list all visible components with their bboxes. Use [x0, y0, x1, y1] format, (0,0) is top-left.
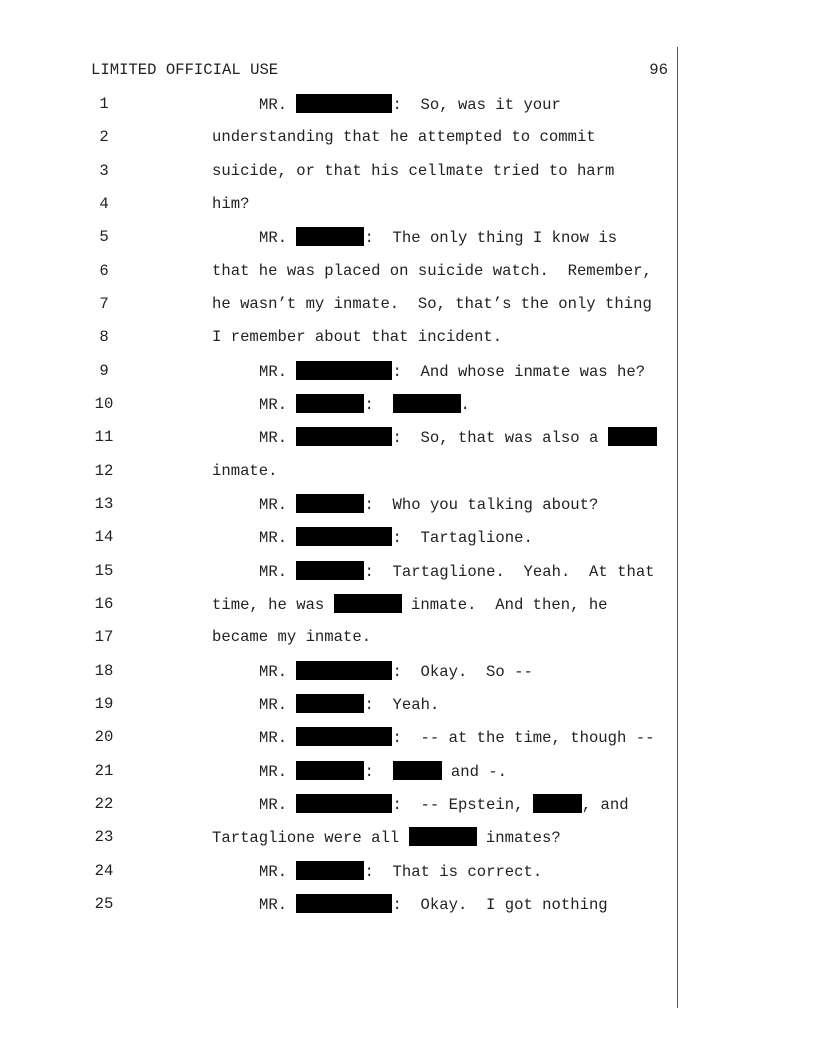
line-text: MR. : -- at the time, though --: [259, 729, 655, 747]
transcript-line: [0, 161, 816, 181]
redaction-box: [296, 527, 392, 546]
line-number: 9: [99, 362, 109, 380]
line-number: 10: [94, 395, 114, 413]
line-number: 25: [94, 895, 114, 913]
line-text: MR. : Who you talking about?: [259, 496, 599, 514]
line-number: 17: [94, 628, 114, 646]
transcript-line: [0, 894, 816, 914]
line-text: MR. : .: [259, 396, 470, 414]
redaction-box: [296, 427, 392, 446]
transcript-line: [0, 627, 816, 647]
line-text: MR. : Okay. So --: [259, 663, 533, 681]
redaction-box: [393, 394, 461, 413]
transcript-line: [0, 527, 816, 547]
line-text: understanding that he attempted to commit: [212, 128, 596, 146]
line-text: MR. : Tartaglione. Yeah. At that: [259, 563, 655, 581]
transcript-line: [0, 861, 816, 881]
redaction-box: [296, 227, 364, 246]
line-text: time, he was inmate. And then, he: [212, 596, 608, 614]
line-number: 5: [99, 228, 109, 246]
redaction-box: [296, 361, 392, 380]
redaction-box: [608, 427, 657, 446]
line-text: MR. : So, that was also a: [259, 427, 657, 448]
classification-header: LIMITED OFFICIAL USE: [91, 61, 279, 79]
page-number: 96: [649, 61, 668, 79]
transcript-line: [0, 827, 816, 847]
transcript-line: [0, 727, 816, 747]
line-text: MR. : Tartaglione.: [259, 529, 533, 547]
line-text: he wasn’t my inmate. So, that’s the only thing: [212, 295, 652, 313]
line-text: MR. : Yeah.: [259, 696, 440, 714]
line-number: 24: [94, 862, 114, 880]
line-text: MR. : The only thing I know is: [259, 229, 618, 247]
redaction-box: [296, 561, 364, 580]
line-number: 7: [99, 295, 109, 313]
redaction-box: [296, 494, 364, 513]
transcript-line: [0, 594, 816, 614]
line-text: Tartaglione were all inmates?: [212, 829, 561, 847]
transcript-line: [0, 494, 816, 514]
line-text: that he was placed on suicide watch. Remember,: [212, 262, 652, 280]
transcript-line: [0, 261, 816, 281]
line-number: 4: [99, 195, 109, 213]
transcript-line: [0, 394, 816, 414]
line-number: 6: [99, 262, 109, 280]
line-text: MR. : and -.: [259, 763, 508, 781]
transcript-line: [0, 561, 816, 581]
redaction-box: [296, 861, 364, 880]
transcript-line: [0, 461, 816, 481]
line-number: 23: [94, 828, 114, 846]
line-text: inmate.: [212, 462, 278, 480]
line-text: became my inmate.: [212, 628, 372, 646]
transcript-line: [0, 361, 816, 381]
line-text: MR. : -- Epstein, , and: [259, 796, 629, 814]
transcript-line: [0, 294, 816, 314]
line-text: I remember about that incident.: [212, 328, 503, 346]
transcript-line: [0, 327, 816, 347]
line-number: 13: [94, 495, 114, 513]
redaction-box: [296, 894, 392, 913]
transcript-line: [0, 194, 816, 214]
line-number: 22: [94, 795, 114, 813]
transcript-line: [0, 227, 816, 247]
line-number: 18: [94, 662, 114, 680]
redaction-box: [296, 394, 364, 413]
line-number: 15: [94, 562, 114, 580]
line-text: him?: [212, 195, 250, 213]
transcript-line: [0, 661, 816, 681]
transcript-line: [0, 427, 816, 447]
redaction-box: [296, 794, 392, 813]
transcript-line: [0, 127, 816, 147]
line-number: 12: [94, 462, 114, 480]
redaction-box: [334, 594, 402, 613]
transcript-line: [0, 794, 816, 814]
line-text: MR. : Okay. I got nothing: [259, 896, 608, 914]
redaction-box: [409, 827, 477, 846]
line-number: 3: [99, 162, 109, 180]
line-number: 14: [94, 528, 114, 546]
line-text: MR. : And whose inmate was he?: [259, 363, 646, 381]
line-number: 2: [99, 128, 109, 146]
line-text: MR. : That is correct.: [259, 863, 543, 881]
line-number: 8: [99, 328, 109, 346]
redaction-box: [393, 761, 442, 780]
redaction-box: [296, 694, 364, 713]
line-text: suicide, or that his cellmate tried to harm: [212, 162, 615, 180]
line-number: 16: [94, 595, 114, 613]
transcript-line: [0, 694, 816, 714]
redaction-box: [296, 761, 364, 780]
redaction-box: [296, 727, 392, 746]
transcript-line: [0, 94, 816, 114]
redaction-box: [296, 94, 392, 113]
redaction-box: [533, 794, 582, 813]
transcript-line: [0, 761, 816, 781]
line-text: MR. : So, was it your: [259, 96, 561, 114]
line-number: 19: [94, 695, 114, 713]
line-number: 20: [94, 728, 114, 746]
redaction-box: [296, 661, 392, 680]
line-number: 21: [94, 762, 114, 780]
line-number: 11: [94, 428, 114, 446]
line-number: 1: [99, 95, 109, 113]
